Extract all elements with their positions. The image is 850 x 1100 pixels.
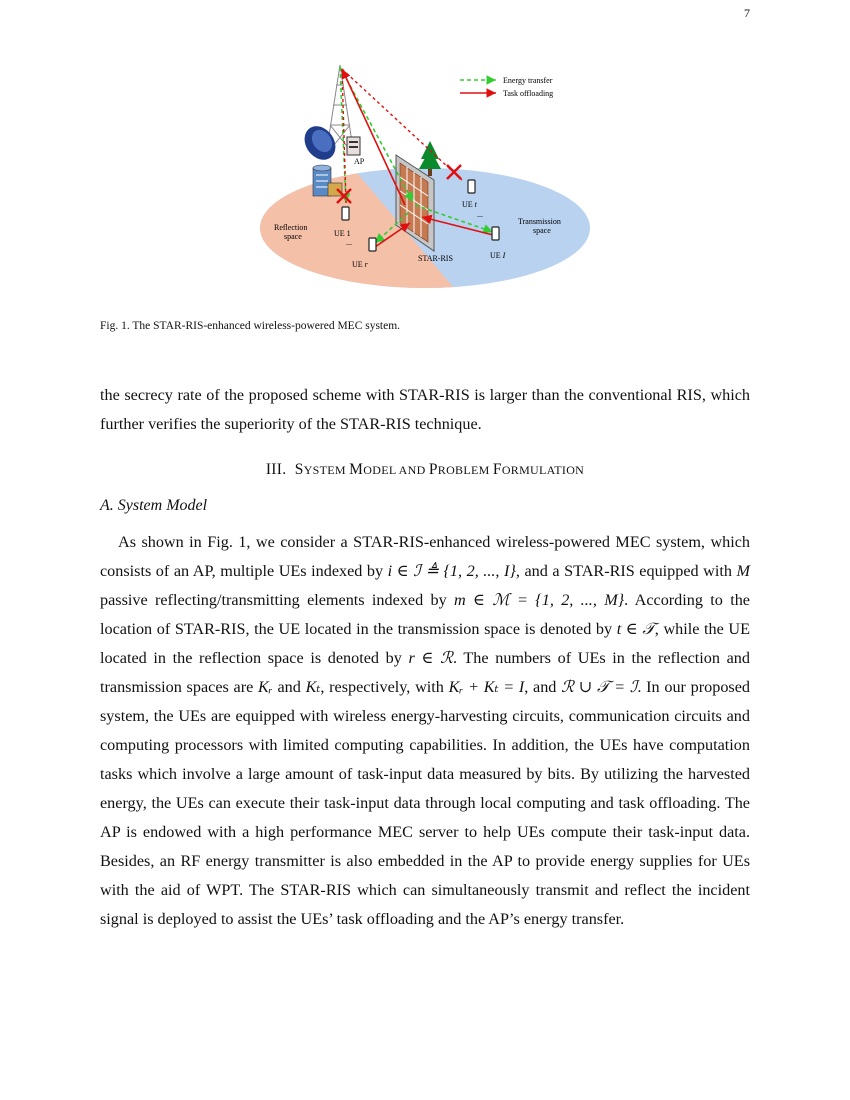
paragraph-2: As shown in Fig. 1, we consider a STAR-RIS-enhanced wireless-powered MEC system, which consists of an AP, multiple UEs indexed by i ∈ ℐ ≜ {1, 2, ..., I}, and a STAR-RIS equipped with M passive reflecting/transmitting elements indexed by m ∈ ℳ = {1, 2, ..., M}. According to the location of STAR-RIS, the UE located in the transmission space is denoted by t ∈ 𝒯, while the UE located in the reflection space is denoted by r ∈ ℛ. The numbers of UEs in the reflection and transmission spaces are Kᵣ and Kₜ, respectively, with Kᵣ + Kₜ = I, and ℛ ∪ 𝒯 = ℐ. In our proposed system, the UEs are equipped with wireless energy-harvesting circuits, communication circuits and computing processors with limited computing capabilities. In addition, the UEs have computation tasks which involve a large amount of task-input data measured by bits. By utilizing the harvested energy, the UEs can execute their task-input data through local computing and task offloading. The AP is endowed with a high performance MEC server to help UEs compute their task-input data. Besides, an RF energy transmitter is also embedded in the AP to provide energy supplies for UEs with the aid of WPT. The STAR-RIS which can simultaneously transmit and reflect the incident signal is deployed to assist the UEs’ task offloading and the AP’s energy transfer. — [100, 533, 751, 928]
ue1-label: UE 1 — [334, 229, 351, 238]
uet-dots: ... — [477, 210, 483, 219]
system-figure — [250, 55, 600, 300]
section-title: III. SYSTEM MODEL AND PROBLEM FORMULATION — [265, 461, 585, 478]
legend-energy: Energy transfer — [503, 76, 553, 85]
uei-label: UE I — [490, 251, 506, 260]
ue1-dots: ... — [346, 238, 352, 247]
legend-task: Task offloading — [503, 89, 554, 98]
reflection-label-2: space — [284, 232, 302, 241]
paragraph-1: the secrecy rate of the proposed scheme with STAR-RIS is larger than the conventional RIS, which further verifies the superiority of the STAR-RIS technique. — [100, 386, 750, 433]
uet-label: UE t — [462, 200, 477, 209]
system-diagram — [250, 55, 600, 300]
subsection-title: A. System Model — [100, 497, 208, 514]
transmission-label: Transmission — [518, 217, 561, 226]
ap-server-icon — [347, 137, 360, 155]
star-ris-label: STAR-RIS — [418, 254, 453, 263]
page-number: 7 — [744, 6, 750, 20]
legend — [460, 76, 553, 98]
reflection-label: Reflection — [274, 223, 308, 232]
uer-label: UE r — [352, 260, 368, 269]
transmission-label-2: space — [533, 226, 551, 235]
ap-label: AP — [354, 157, 365, 166]
figure-caption: Fig. 1. The STAR-RIS-enhanced wireless-powered MEC system. — [100, 320, 401, 332]
